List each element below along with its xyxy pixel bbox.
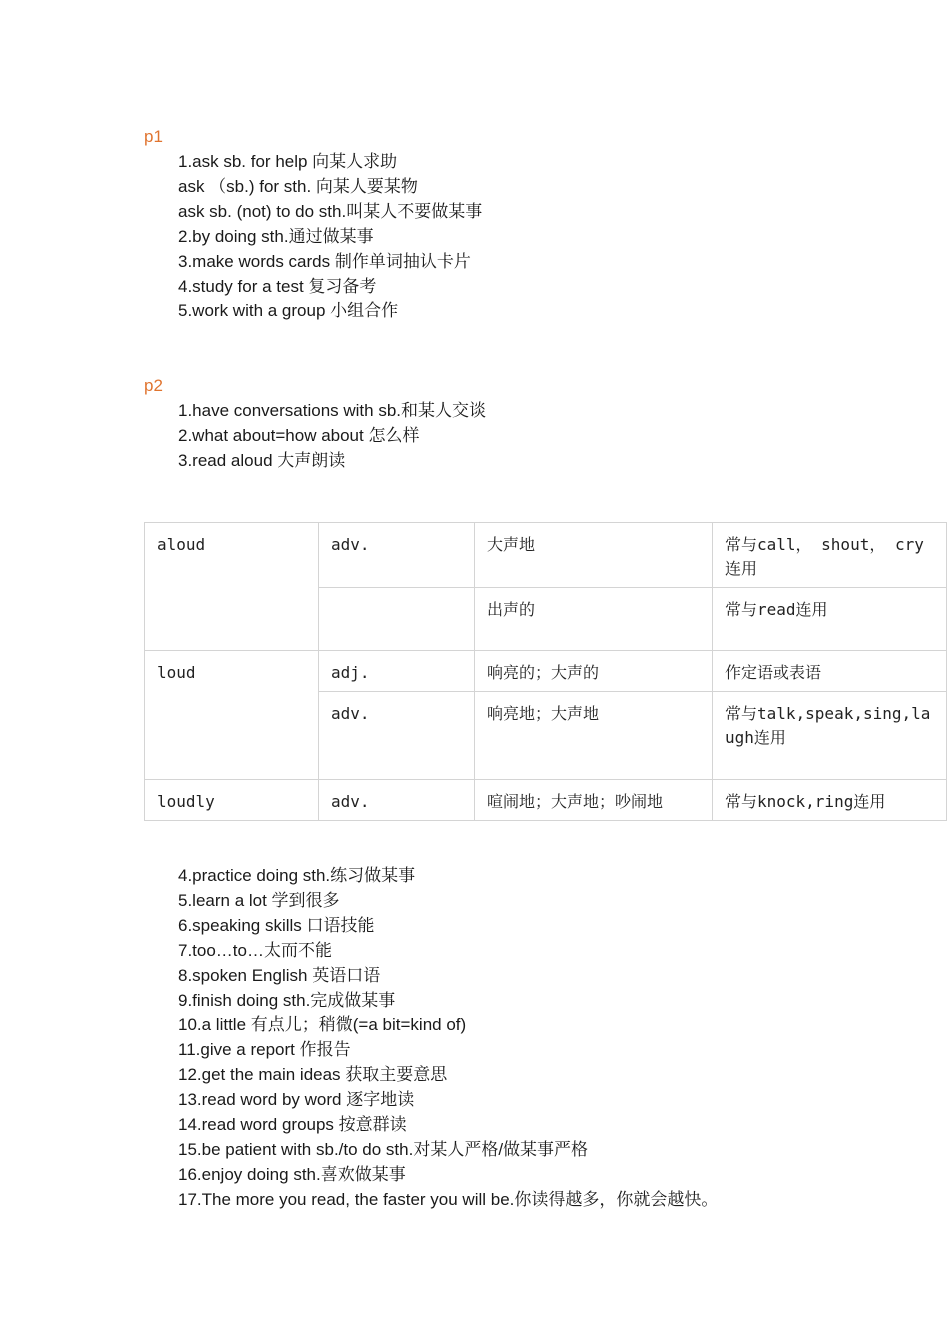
list-item: 14.read word groups 按意群读	[178, 1115, 407, 1135]
table-cell-meaning: 出声的	[475, 588, 713, 651]
table-cell-usage: 常与knock,ring连用	[713, 780, 947, 821]
list-item: 13.read word by word 逐字地读	[178, 1090, 415, 1110]
table-cell-pos: adv.	[319, 692, 475, 780]
table-cell-pos	[319, 588, 475, 651]
table-cell-meaning: 响亮地；大声地	[475, 692, 713, 780]
list-item: 3.make words cards 制作单词抽认卡片	[178, 251, 471, 271]
section-heading-p2: p2	[144, 376, 163, 395]
table-cell-word: loud	[145, 651, 319, 780]
table-cell-usage: 作定语或表语	[713, 651, 947, 692]
list-item: 17.The more you read, the faster you will be.你读得越多，你就会越快。	[178, 1189, 719, 1209]
list-item: 6.speaking skills 口语技能	[178, 915, 375, 935]
table-cell-word: aloud	[145, 523, 319, 651]
table-cell-meaning: 响亮的；大声的	[475, 651, 713, 692]
list-item: 4.practice doing sth.练习做某事	[178, 866, 416, 885]
list-item: 16.enjoy doing sth.喜欢做某事	[178, 1164, 406, 1184]
list-item: 15.be patient with sb./to do sth.对某人严格/做某事严格	[178, 1139, 589, 1159]
list-item: 9.finish doing sth.完成做某事	[178, 990, 396, 1010]
table-cell-pos: adv.	[319, 523, 475, 588]
list-item: 5.work with a group 小组合作	[178, 301, 399, 321]
list-item: 12.get the main ideas 获取主要意思	[178, 1065, 448, 1085]
list-item: 2.what about=how about 怎么样	[178, 425, 420, 445]
table-row	[145, 523, 947, 588]
table-cell-word: loudly	[145, 780, 319, 821]
phrase-list-continued	[178, 864, 718, 1213]
list-item: ask （sb.) for sth. 向某人要某物	[178, 176, 418, 196]
table-row	[145, 780, 947, 821]
table-row	[145, 651, 947, 692]
list-item: 11.give a report 作报告	[178, 1040, 351, 1060]
list-item: 7.too…to…太而不能	[178, 940, 332, 960]
list-item: 10.a little 有点儿；稍微(=a bit=kind of)	[178, 1015, 467, 1035]
list-item: 1.have conversations with sb.和某人交谈	[178, 401, 487, 420]
list-item: ask sb. (not) to do sth.叫某人不要做某事	[178, 201, 483, 221]
table-cell-pos: adj.	[319, 651, 475, 692]
list-item: 8.spoken English 英语口语	[178, 965, 381, 985]
table-cell-usage: 常与read连用	[713, 588, 947, 651]
list-item: 1.ask sb. for help 向某人求助	[178, 152, 398, 171]
list-item: 5.learn a lot 学到很多	[178, 890, 340, 910]
table-cell-meaning: 大声地	[475, 523, 713, 588]
phrase-list-p2	[178, 399, 486, 474]
table-cell-usage: 常与call， shout， cry连用	[713, 523, 947, 588]
table-cell-meaning: 喧闹地；大声地；吵闹地	[475, 780, 713, 821]
list-item: 3.read aloud 大声朗读	[178, 450, 346, 470]
vocab-table	[144, 522, 947, 821]
list-item: 4.study for a test 复习备考	[178, 276, 377, 296]
list-item: 2.by doing sth.通过做某事	[178, 226, 374, 246]
section-heading-p1: p1	[144, 127, 163, 146]
phrase-list-p1	[178, 150, 482, 324]
table-cell-usage: 常与talk,speak,sing,laugh连用	[713, 692, 947, 780]
table-cell-pos: adv.	[319, 780, 475, 821]
